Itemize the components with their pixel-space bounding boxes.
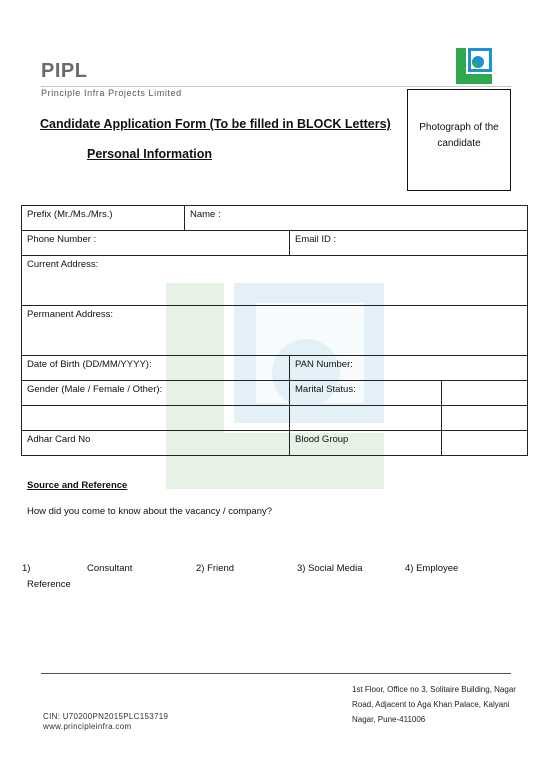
photo-label: Photograph of the candidate <box>419 122 499 149</box>
source-question: How did you come to know about the vacancy / company? <box>27 506 273 517</box>
marital-status-value-cell[interactable] <box>442 381 528 406</box>
form-title: Candidate Application Form (To be filled in BLOCK Letters) <box>40 117 391 131</box>
blank-cell[interactable] <box>22 406 290 431</box>
blood-group-field[interactable]: Blood Group <box>290 431 442 456</box>
company-logo-icon <box>454 46 494 86</box>
option-1-number: 1) <box>22 563 31 574</box>
blank-cell[interactable] <box>290 406 442 431</box>
footer-divider <box>41 673 511 674</box>
personal-info-table <box>21 205 528 456</box>
prefix-field[interactable]: Prefix (Mr./Ms./Mrs.) <box>22 206 185 231</box>
option-consultant[interactable]: Consultant <box>87 563 133 574</box>
brand-name: PIPL <box>41 60 88 82</box>
phone-field[interactable]: Phone Number : <box>22 231 290 256</box>
blood-group-value-cell[interactable] <box>442 431 528 456</box>
option-employee[interactable]: 4) Employee <box>405 563 459 574</box>
current-address-field[interactable]: Current Address: <box>22 256 528 306</box>
option-friend[interactable]: 2) Friend <box>196 563 235 574</box>
blank-cell[interactable] <box>442 406 528 431</box>
company-name: Principle Infra Projects Limited <box>41 88 182 98</box>
section-title-personal: Personal Information <box>87 147 213 161</box>
option-employee-continued: Reference <box>27 579 71 590</box>
pan-field[interactable]: PAN Number: <box>290 356 528 381</box>
photo-box[interactable] <box>407 89 511 191</box>
option-social-media[interactable]: 3) Social Media <box>297 563 363 574</box>
adhar-field[interactable]: Adhar Card No <box>22 431 290 456</box>
header-divider <box>41 86 511 87</box>
footer-address: 1st Floor, Office no 3, Solitaire Building, Nagar Road, Adjacent to Aga Khan Palace, Kalyani Nagar, Pune-411006 <box>352 685 516 724</box>
dob-field[interactable]: Date of Birth (DD/MM/YYYY): <box>22 356 290 381</box>
name-field[interactable]: Name : <box>185 206 528 231</box>
footer-website: www.principleinfra.com <box>43 722 132 731</box>
email-field[interactable]: Email ID : <box>290 231 528 256</box>
gender-field[interactable]: Gender (Male / Female / Other): <box>22 381 290 406</box>
marital-status-field[interactable]: Marital Status: <box>290 381 442 406</box>
source-reference-title: Source and Reference <box>27 480 128 491</box>
permanent-address-field[interactable]: Permanent Address: <box>22 306 528 356</box>
footer-cin: CIN: U70200PN2015PLC153719 <box>43 712 169 721</box>
